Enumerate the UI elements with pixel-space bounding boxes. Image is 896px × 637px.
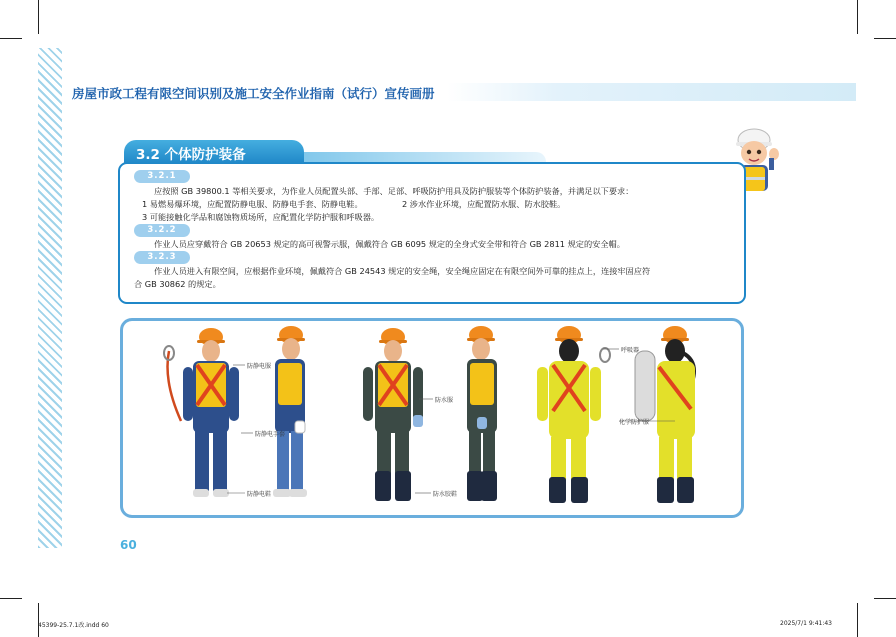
section-title: 3.2 个体防护装备 — [124, 140, 304, 164]
decorative-hatch-strip — [38, 48, 62, 548]
crop-mark-tl-h — [0, 38, 22, 39]
subsection-badge-1: 3.2.1 — [134, 170, 190, 183]
requirement-line: 应按照 GB 39800.1 等相关要求，为作业人员配置头部、手部、足部、呼吸防护用具及防护服装等个体防护装备，并满足以下要求： — [154, 186, 634, 196]
requirement-line: 1 易燃易爆环境，应配置防静电服、防静电手套、防静电鞋。 — [142, 199, 363, 209]
requirement-line: 2 涉水作业环境，应配置防水服、防水胶鞋。 — [402, 199, 566, 209]
crop-mark-tr-h — [874, 38, 896, 39]
callout-waterproof-suit: 防水服 — [435, 397, 454, 404]
worker-chemical-suit-front — [537, 326, 610, 503]
callout-anti-static-shoes: 防静电鞋 — [247, 491, 272, 498]
running-header-title: 房屋市政工程有限空间识别及施工安全作业指南（试行）宣传画册 — [72, 86, 435, 101]
crop-mark-tr — [857, 0, 858, 34]
crop-mark-br-h — [874, 598, 896, 599]
page-number: 60 — [120, 538, 137, 552]
subsection-badge-2: 3.2.2 — [134, 224, 190, 237]
requirement-line: 作业人员进入有限空间，应根据作业环境，佩戴符合 GB 24543 规定的安全绳，安全绳应固定在有限空间外可靠的挂点上，连接牢固应符 — [154, 266, 651, 276]
print-slug-file: 45399-25.7.1改.indd 60 — [38, 622, 109, 629]
crop-mark-bl-h — [0, 598, 22, 599]
requirement-line: 合 GB 30862 的规定。 — [134, 279, 221, 289]
worker-anti-static-side — [273, 326, 307, 497]
crop-mark-tl — [38, 0, 39, 34]
callout-anti-static-suit: 防静电服 — [247, 363, 272, 370]
subsection-badge-3: 3.2.3 — [134, 251, 190, 264]
worker-waterproof-front — [363, 328, 423, 501]
worker-waterproof-side — [467, 326, 497, 501]
requirement-line: 作业人员应穿戴符合 GB 20653 规定的高可视警示服，佩戴符合 GB 6095 规定的全身式安全带和符合 GB 2811 规定的安全帽。 — [154, 239, 625, 249]
print-slug-timestamp: 2025/7/1 9:41:43 — [780, 620, 832, 627]
ppe-figure-card — [120, 318, 744, 518]
requirements-card — [118, 162, 746, 304]
worker-anti-static-front — [164, 328, 239, 497]
crop-mark-br — [857, 603, 858, 637]
callout-waterproof-boots: 防水胶鞋 — [433, 491, 458, 498]
worker-chemical-suit-side — [635, 326, 695, 503]
requirement-line: 3 可能接触化学品和腐蚀物质场所，应配置化学防护服和呼吸器。 — [142, 212, 380, 222]
callout-chemical-suit: 化学防护服 — [619, 419, 650, 426]
callout-anti-static-gloves: 防静电手套 — [255, 431, 286, 438]
callout-breathing-apparatus: 呼吸器 — [621, 347, 640, 354]
